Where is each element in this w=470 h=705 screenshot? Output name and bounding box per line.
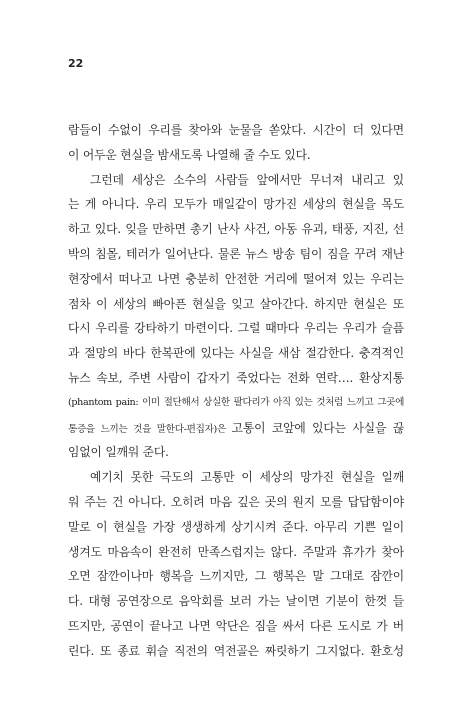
text-line: 는 게 아니다. 우리 모두가 매일같이 망가진 세상의 현실을 목도: [68, 197, 404, 212]
text-line: 오면 잠깐이나마 행복을 느끼지만, 그 행복은 말 그대로 잠깐이: [68, 569, 404, 584]
text-line: 다시 우리를 강타하기 마련이다. 그럴 때마다 우리는 우리가 슬픔: [68, 321, 404, 336]
editor-note-end: 통증을 느끼는 것을 말한다-편집자)은: [68, 423, 232, 435]
text-line: 생겨도 마음속이 완전히 만족스럽지는 않다. 주말과 휴가가 찾아: [68, 544, 404, 559]
text-line: 그런데 세상은 소수의 사람들 앞에서만 무너져 내리고 있: [90, 172, 404, 187]
text-line: 말로 이 현실을 가장 생생하게 상기시켜 준다. 아무리 기쁜 일이: [68, 519, 404, 534]
text-line-remainder: 고통이 코앞에 있다는 사실을 끊: [231, 420, 404, 435]
text-line: 하고 있다. 잊을 만하면 총기 난사 사건, 아동 유괴, 태풍, 지진, 선: [68, 222, 404, 237]
text-line: 임없이 일깨워 준다.: [68, 445, 169, 460]
text-line: 뉴스 속보, 주변 사람이 갑자기 죽었다는 전화 연락…. 환상지통: [68, 370, 404, 385]
text-line: 점차 이 세상의 빠아픈 현실을 잊고 살아간다. 하지만 현실은 또: [68, 296, 404, 311]
text-line: 린다. 또 종료 휘슬 직전의 역전골은 짜릿하기 그지없다. 환호성: [68, 643, 404, 658]
text-line: 이 어두운 현실을 밤새도록 나열해 줄 수도 있다.: [68, 147, 311, 162]
text-line: 다. 대형 공연장으로 음악회를 보러 가는 날이면 기분이 한껏 들: [68, 594, 404, 609]
text-line-with-note: [68, 416, 404, 441]
text-line: 워 주는 건 아니다. 오히려 마음 깊은 곳의 원지 모를 답답함이야: [68, 494, 404, 509]
body-text: [68, 118, 404, 664]
text-line: 뜨지만, 공연이 끝나고 나면 악단은 짐을 싸서 다른 도시로 가 버: [68, 618, 404, 633]
text-line: 박의 침몰, 테러가 일어난다. 물론 뉴스 방송 팀이 짐을 꾸려 재난: [68, 246, 404, 261]
page-number: 22: [68, 57, 84, 70]
text-line: 람들이 수없이 우리를 찾아와 눈물을 쏟았다. 시간이 더 있다면: [68, 123, 404, 137]
text-line: 예기치 못한 극도의 고통만 이 세상의 망가진 현실을 일깨: [90, 470, 404, 485]
editor-note-line: (phantom pain: 이미 절단해서 상실한 팔다리가 아직 있는 것처럼 느끼고 그곳에: [68, 396, 404, 408]
text-line: 현장에서 떠나고 나면 충분히 안전한 거리에 떨어져 있는 우리는: [68, 271, 404, 286]
text-line: 과 절망의 바다 한복판에 있다는 사실을 새삼 절감한다. 충격적인: [68, 346, 404, 361]
